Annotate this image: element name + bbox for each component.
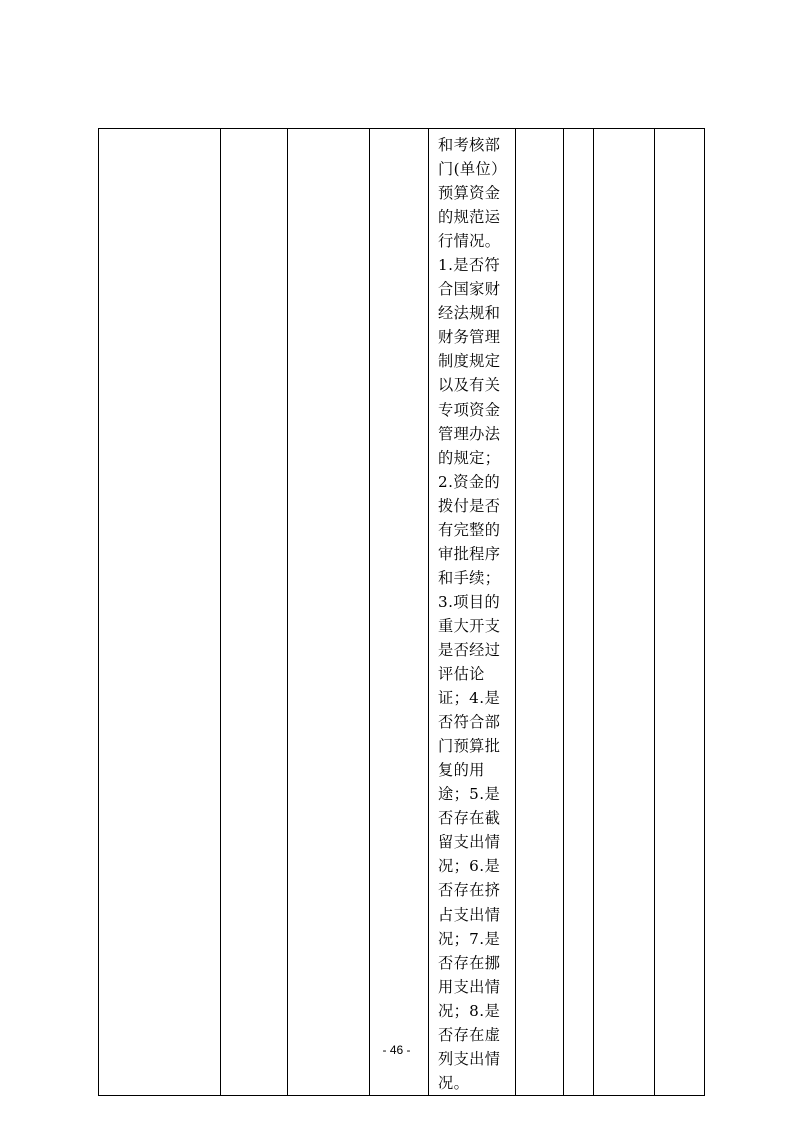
table-cell-empty-7 (564, 129, 594, 1096)
table-cell-content (429, 129, 516, 1096)
page-number: - 46 - (382, 1043, 411, 1057)
table-cell-empty-6 (516, 129, 564, 1096)
table-cell-empty-3 (288, 129, 370, 1096)
table-cell-empty-8 (594, 129, 655, 1096)
evaluation-table (98, 128, 705, 1096)
cell-description-text: 和考核部 门(单位） 预算资金 的规范运 行情况。 1.是否符 合国家财 经法规和 财务管理 制度规定 以及有关 专项资金 管理办法 的规定； 2.资金的 拨付是否 有完整的 审批程序 和手续； 3.项目的 重大开支 是否经过 评估论 证；4.是 否符合部 门预算批 复的用 途；5.是 否存在截 留支出情 况；6.是 否存在挤 占支出情 况；7.是 否存在挪 用支出情 况；8.是 否存在虚 列支出情 况。 (438, 136, 507, 1092)
table-cell-empty-2 (221, 129, 288, 1096)
table-cell-empty-1 (99, 129, 221, 1096)
table-cell-empty-4 (370, 129, 429, 1096)
table-cell-empty-9 (655, 129, 705, 1096)
table-row (99, 129, 705, 1096)
